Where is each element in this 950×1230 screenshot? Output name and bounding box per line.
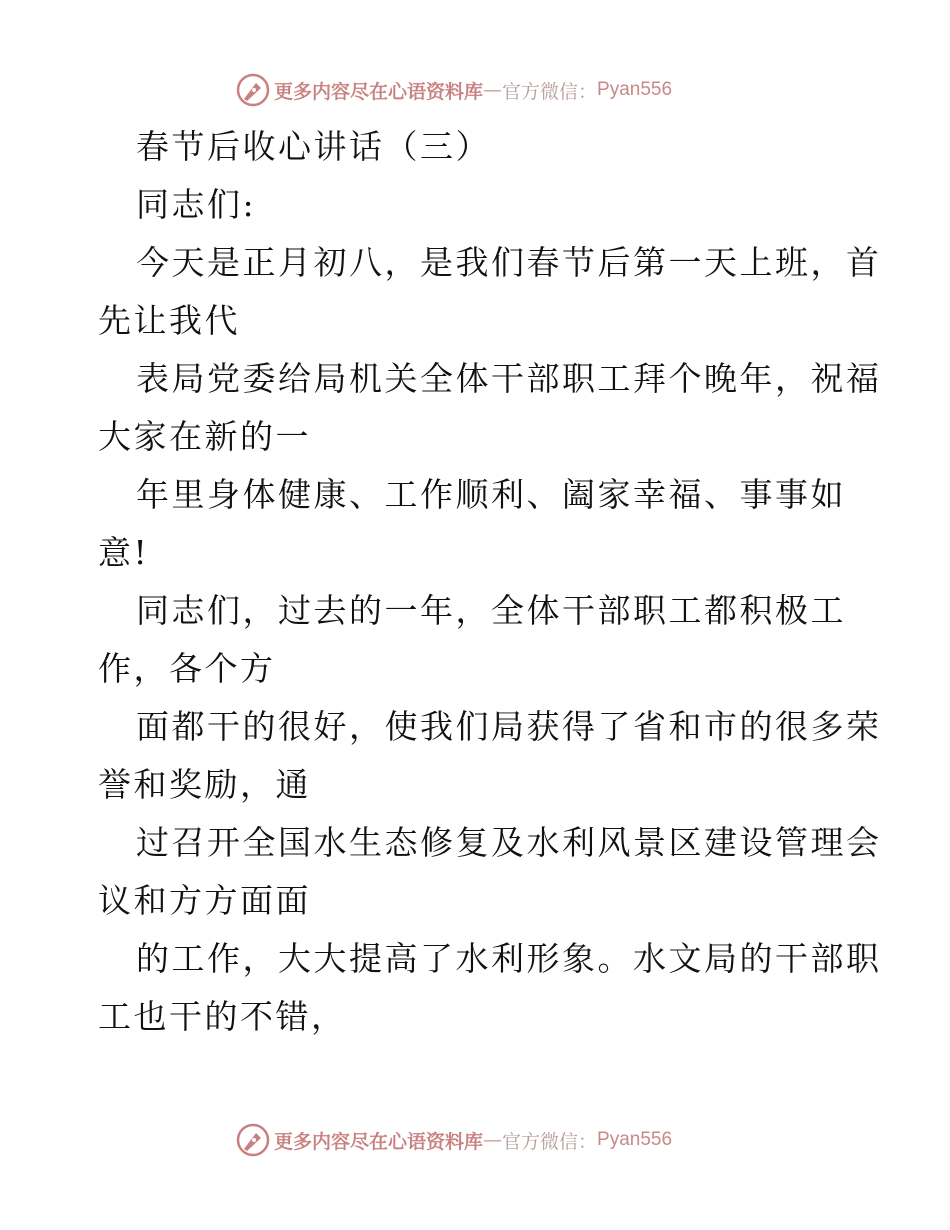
- banner-wechat-label: 官方微信：: [502, 80, 598, 103]
- banner-separator: —: [483, 1129, 503, 1151]
- banner-wechat-id: Pyan556: [597, 1129, 673, 1150]
- paragraph-line: 先让我代: [98, 301, 240, 340]
- paragraph-line: 大家在新的一: [98, 417, 311, 456]
- paragraph-line: 作，各个方: [98, 649, 276, 688]
- document-body: [98, 118, 882, 1046]
- paragraph-line: 议和方方面面: [98, 881, 311, 920]
- paragraph-line: 意!: [98, 533, 150, 572]
- pen-nib-logo-icon: [236, 73, 270, 107]
- banner-brand-text: 更多内容尽在心语资料库: [274, 1130, 484, 1153]
- banner-brand-text: 更多内容尽在心语资料库: [274, 80, 484, 103]
- paragraph-line: 同志们，过去的一年，全体干部职工都积极工: [136, 591, 846, 630]
- banner-wechat-id: Pyan556: [597, 79, 673, 100]
- banner-separator: —: [483, 79, 503, 101]
- paragraph-line: 工也干的不错，: [98, 997, 347, 1036]
- paragraph-line: 过召开全国水生态修复及水利风景区建设管理会: [136, 823, 882, 862]
- pen-nib-logo-icon: [236, 1123, 270, 1157]
- document-title: 春节后收心讲话（三）: [136, 127, 491, 166]
- banner-wechat-label: 官方微信：: [502, 1130, 598, 1153]
- header-banner: [236, 72, 672, 108]
- paragraph-line: 表局党委给局机关全体干部职工拜个晚年，祝福: [136, 359, 882, 398]
- paragraph-line: 今天是正月初八，是我们春节后第一天上班，首: [136, 243, 882, 282]
- footer-banner: [236, 1122, 672, 1158]
- paragraph-line: 的工作，大大提高了水利形象。水文局的干部职: [136, 939, 882, 978]
- salutation: 同志们:: [136, 185, 257, 224]
- paragraph-line: 面都干的很好，使我们局获得了省和市的很多荣: [136, 707, 882, 746]
- paragraph-line: 誉和奖励，通: [98, 765, 311, 804]
- paragraph-line: 年里身体健康、工作顺利、阖家幸福、事事如: [136, 475, 846, 514]
